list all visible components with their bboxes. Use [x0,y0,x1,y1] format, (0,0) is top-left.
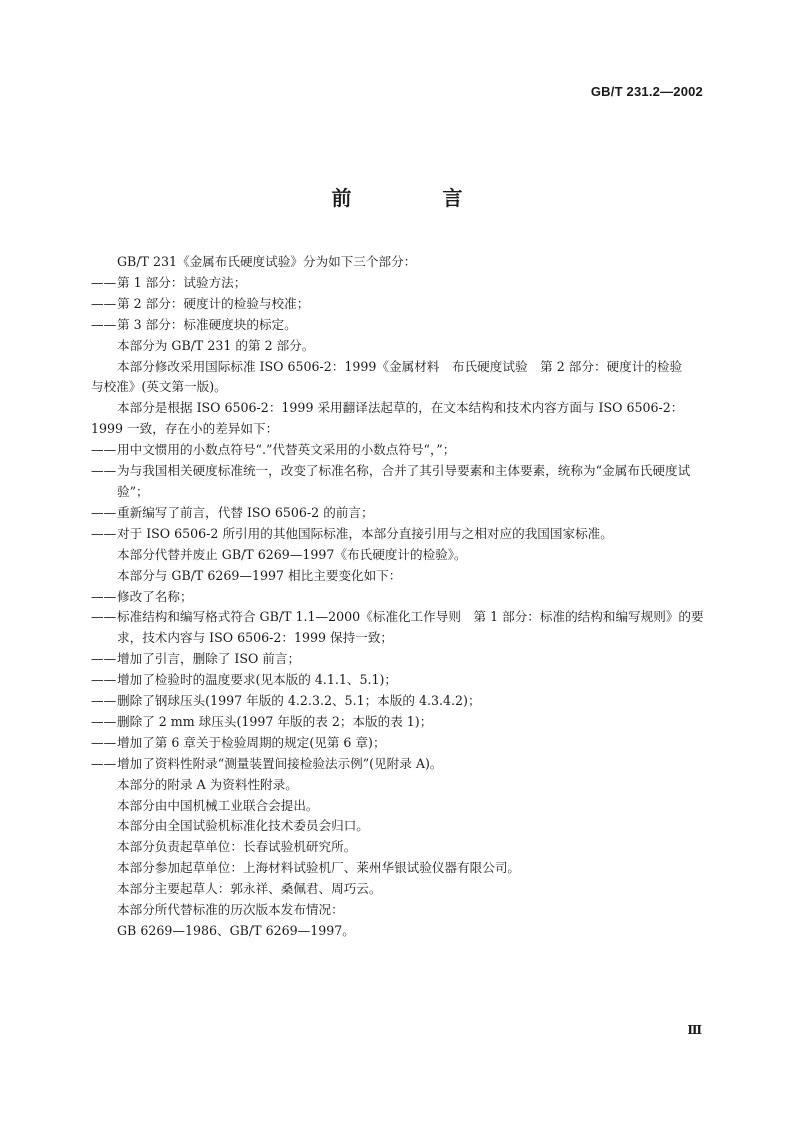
dash-marker: —— [91,588,117,604]
list-item-text: 为与我国相关硬度标准统一，改变了标准名称，合并了其引导要素和主体要素，统称为“金属布氏硬度试验”； [117,463,691,499]
preface-body [91,252,705,942]
dash-marker: —— [91,672,117,688]
dash-marker: —— [91,734,117,750]
dash-marker: —— [91,463,117,479]
list-item-text: 增加了第 6 章关于检验周期的规定(见第 6 章)； [117,734,386,750]
list-item-text: 删除了 2 mm 球压头(1997 年版的表 2；本版的表 1)； [117,713,433,729]
paragraph: 本部分由中国机械工业联合会提出。 [117,797,319,813]
page-title: 前 言 [331,186,505,210]
list-item-text: 删除了钢球压头(1997 年版的 4.2.3.2、5.1；本版的 4.3.4.2)； [117,693,481,709]
dash-marker: —— [91,274,117,290]
list-item-text: 标准结构和编写格式符合 GB/T 1.1—2000《标准化工作导则 第 1 部分：标准的结构和编写规则》的要求，技术内容与 ISO 6506-2：1999 保持一致； [117,609,704,646]
list-item-text: 修改了名称； [117,588,193,604]
list-item-text: 增加了资料性附录“测量装置间接检验法示例”(见附录 A)。 [117,755,443,771]
paragraph: 本部分负责起草单位：长春试验机研究所。 [117,839,357,855]
page-number: Ⅲ [687,1023,702,1037]
paragraph: 本部分修改采用国际标准 ISO 6506-2：1999《金属材料 布氏硬度试验 第 2 部分：硬度计的检验 [117,358,683,374]
list-item [91,691,705,712]
dash-marker: —— [91,651,117,667]
paragraph: GB 6269—1986、GB/T 6269—1997。 [117,923,355,938]
list-item [91,461,705,503]
list-item [91,649,705,670]
list-item-text: 重新编写了前言，代替 ISO 6506-2 的前言； [117,504,374,520]
list-item [91,503,705,524]
list-item [91,294,705,315]
dash-marker: —— [91,442,117,458]
list-item [91,754,705,775]
paragraph: 本部分与 GB/T 6269—1997 相比主要变化如下： [117,567,402,583]
paragraph: 本部分参加起草单位：上海材料试验机厂、莱州华银试验仪器有限公司。 [117,860,520,876]
paragraph: 本部分的附录 A 为资料性附录。 [117,776,298,792]
list-item [91,440,705,461]
paragraph: 本部分是根据 ISO 6506-2：1999 采用翻译法起草的，在文本结构和技术内容方面与 ISO 6506-2： [117,400,684,416]
paragraph: 本部分代替并废止 GB/T 6269—1997《布氏硬度计的检验》。 [117,546,467,562]
dash-marker: —— [91,713,117,729]
paragraph: GB/T 231《金属布氏硬度试验》分为如下三个部分： [117,254,417,269]
paragraph-continuation: 1999 一致，存在小的差异如下： [91,421,279,437]
list-item [91,587,705,608]
dash-marker: —— [91,316,117,332]
paragraph-continuation: 与校准》(英文第一版)。 [91,379,227,395]
dash-marker: —— [91,525,117,541]
dash-marker: —— [91,693,117,709]
standard-code: GB/T 231.2—2002 [590,84,703,99]
list-item-text: 第 1 部分：试验方法； [117,274,247,290]
paragraph: 本部分由全国试验机标准化技术委员会归口。 [117,818,369,834]
list-item-text: 增加了引言，删除了 ISO 前言； [117,651,301,667]
list-item-text: 对于 ISO 6506-2 所引用的其他国际标准，本部分直接引用与之相对应的我国国家标准。 [117,525,613,541]
paragraph: 本部分所代替标准的历次版本发布情况： [117,902,344,918]
list-item [91,315,705,336]
list-item-text: 第 2 部分：硬度计的检验与校准； [117,295,310,311]
list-item [91,524,705,545]
list-item [91,712,705,733]
dash-marker: —— [91,504,117,520]
paragraph: 本部分为 GB/T 231 的第 2 部分。 [117,337,315,353]
list-item-text: 用中文惯用的小数点符号“.”代替英文采用的小数点符号“，”； [117,442,456,458]
list-item [91,273,705,294]
dash-marker: —— [91,755,117,771]
list-item-text: 第 3 部分：标准硬度块的标定。 [117,316,297,332]
list-item-text: 增加了检验时的温度要求(见本版的 4.1.1、5.1)； [117,672,397,688]
list-item [91,670,705,691]
dash-marker: —— [91,295,117,311]
dash-marker: —— [91,609,117,625]
list-item [91,733,705,754]
list-item [91,607,705,649]
paragraph: 本部分主要起草人：郭永祥、桑佩君、周巧云。 [117,881,382,897]
